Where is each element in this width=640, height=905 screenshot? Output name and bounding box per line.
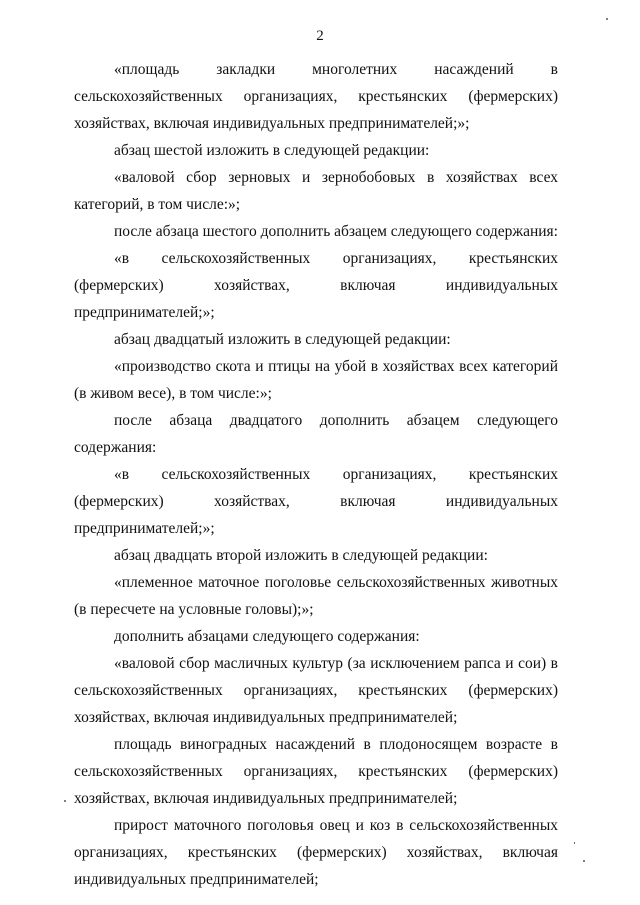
scan-speck xyxy=(583,860,585,862)
paragraph: «валовой сбор масличных культур (за исключением рапса и сои) в сельскохозяйственных организациях, крестьянских (фермерских) хозяйствах, включая индивидуальных предпринимателей; xyxy=(74,655,558,726)
paragraph: абзац шестой изложить в следующей редакции: xyxy=(114,142,430,159)
document-body xyxy=(74,56,558,893)
paragraph: абзац двадцать второй изложить в следующей редакции: xyxy=(114,547,488,564)
scan-speck xyxy=(606,18,608,20)
page-number: 2 xyxy=(316,28,324,44)
paragraph: дополнить абзацами следующего содержания: xyxy=(114,628,420,645)
paragraph: после абзаца двадцатого дополнить абзацем следующего содержания: xyxy=(74,412,558,456)
paragraph: «площадь закладки многолетних насаждений в сельскохозяйственных организациях, крестьянских (фермерских) хозяйствах, включая индивидуальных предпринимателей;»; xyxy=(74,61,558,132)
paragraph: «валовой сбор зерновых и зернобобовых в хозяйствах всех категорий, в том числе:»; xyxy=(74,169,558,213)
paragraph: «в сельскохозяйственных организациях, крестьянских (фермерских) хозяйствах, включая индивидуальных предпринимателей;»; xyxy=(74,466,558,537)
paragraph: «племенное маточное поголовье сельскохозяйственных животных (в пересчете на условные головы);»; xyxy=(74,574,558,618)
paragraph: абзац двадцатый изложить в следующей редакции: xyxy=(114,331,451,348)
paragraph: «в сельскохозяйственных организациях, крестьянских (фермерских) хозяйствах, включая индивидуальных предпринимателей;»; xyxy=(74,250,558,321)
paragraph: «производство скота и птицы на убой в хозяйствах всех категорий (в живом весе), в том числе:»; xyxy=(74,358,558,402)
paragraph: площадь виноградных насаждений в плодоносящем возрасте в сельскохозяйственных организациях, крестьянских (фермерских) хозяйствах, включая индивидуальных предпринимателей; xyxy=(74,736,558,807)
scan-speck xyxy=(64,800,66,802)
scan-speck xyxy=(574,842,575,844)
paragraph: прирост маточного поголовья овец и коз в сельскохозяйственных организациях, крестьянских (фермерских) хозяйствах, включая индивидуальных предпринимателей; xyxy=(74,817,558,888)
paragraph: после абзаца шестого дополнить абзацем следующего содержания: xyxy=(114,223,558,240)
